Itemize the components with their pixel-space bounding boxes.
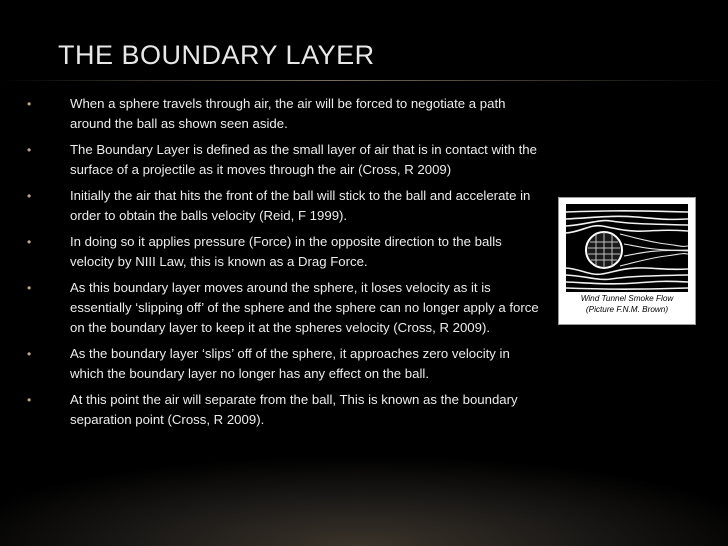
wind-tunnel-figure: [558, 197, 696, 325]
bullet-text: At this point the air will separate from the ball, This is known as the boundary separation point (Cross, R 2009).: [70, 392, 518, 427]
bullet-item: [27, 140, 547, 180]
bullet-item: [27, 94, 547, 134]
bullet-item: [27, 186, 547, 226]
bullet-text: As this boundary layer moves around the sphere, it loses velocity as it is essentially ‘slipping off’ of the sphere and the sphere can no longer apply a force on the boundary layer to keep it at the spheres velocity (Cross, R 2009).: [70, 280, 539, 335]
bullet-list: [27, 94, 547, 436]
slide-title: THE BOUNDARY LAYER: [58, 40, 375, 70]
bullet-item: [27, 390, 547, 430]
title-divider: [0, 80, 728, 81]
bullet-icon: •: [27, 393, 32, 407]
bullet-text: Initially the air that hits the front of the ball will stick to the ball and accelerate in order to obtain the balls velocity (Reid, F 1999).: [70, 188, 531, 223]
caption-line: Wind Tunnel Smoke Flow: [580, 294, 674, 303]
bullet-text: In doing so it applies pressure (Force) in the opposite direction to the balls velocity by NIII Law, this is known as a Drag Force.: [70, 234, 502, 269]
bullet-text: The Boundary Layer is defined as the small layer of air that is in contact with the surface of a projectile as it moves through the air (Cross, R 2009): [70, 142, 537, 177]
bullet-item: [27, 344, 547, 384]
bullet-item: [27, 278, 547, 338]
caption-line: (Picture F.N.M. Brown): [585, 305, 669, 314]
figure-caption: [559, 293, 695, 315]
smoke-flow-image: [566, 204, 688, 292]
bullet-text: When a sphere travels through air, the air will be forced to negotiate a path around the ball as shown seen aside.: [70, 96, 506, 131]
bullet-icon: •: [27, 281, 32, 295]
bullet-icon: •: [27, 347, 32, 361]
bullet-text: As the boundary layer ‘slips’ off of the sphere, it approaches zero velocity in which the boundary layer no longer has any effect on the ball.: [70, 346, 510, 381]
bullet-icon: •: [27, 143, 32, 157]
bullet-icon: •: [27, 189, 32, 203]
bullet-icon: •: [27, 235, 32, 249]
bullet-icon: •: [27, 97, 32, 111]
bullet-item: [27, 232, 547, 272]
